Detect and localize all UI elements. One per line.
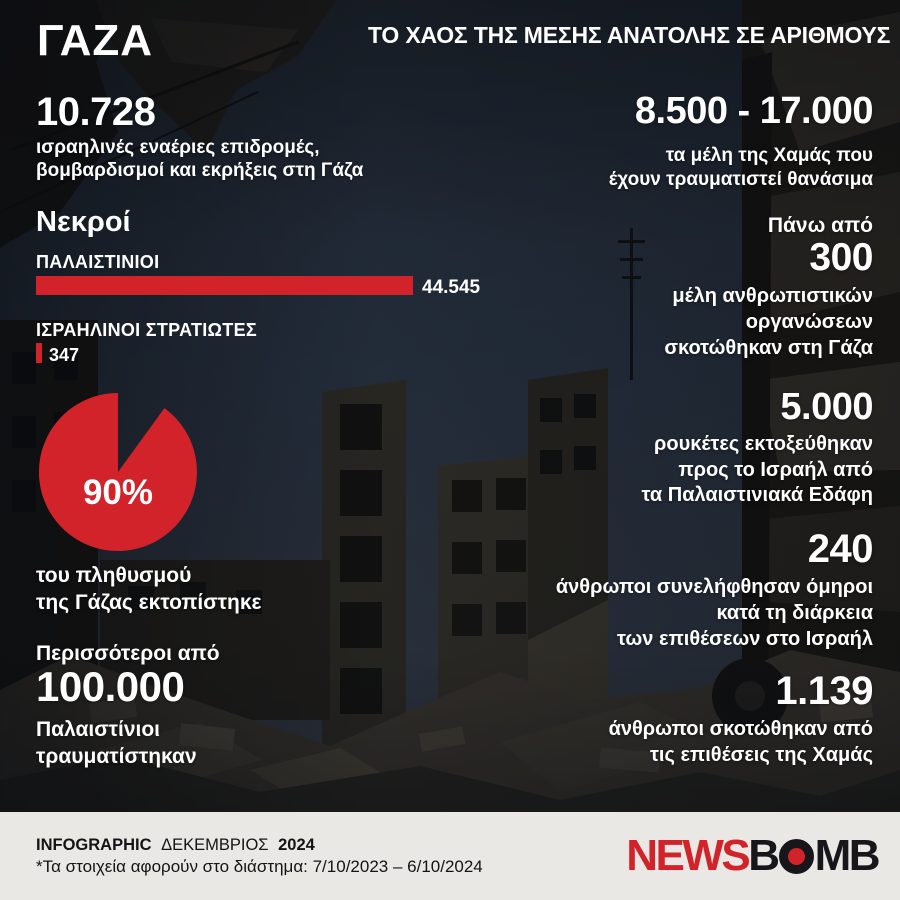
bar-value-palestinians: 44.545 [422, 277, 481, 298]
logo-bomb-o-icon [779, 839, 814, 874]
footer-year: 2024 [278, 836, 315, 854]
stat-airstrikes-value: 10.728 [36, 90, 156, 134]
bar-label-israeli-soldiers: ΙΣΡΑΗΛΙΝΟΙ ΣΤΡΑΤΙΩΤΕΣ [36, 320, 257, 340]
pie-center-label [38, 392, 198, 552]
newsbomb-logo [626, 831, 878, 880]
bar-label-palestinians: ΠΑΛΑΙΣΤΙΝΙΟΙ [36, 252, 160, 272]
pie-caption [36, 562, 262, 616]
caption-line: κατά τη διάρκεια [716, 602, 873, 624]
caption-line: του πληθυσμού [36, 564, 192, 587]
stat-aid-workers-caption [664, 283, 873, 361]
footer-bar [0, 812, 900, 900]
caption-line: τραυματίστηκαν [36, 745, 197, 768]
footer-note: *Τα στοιχεία αφορούν στο διάστημα: 7/10/2023 – 6/10/2024 [36, 857, 483, 876]
caption-line: προς το Ισραήλ από [678, 458, 873, 481]
page-title: ΓΑΖΑ [37, 16, 154, 65]
caption-line: της Γάζας εκτοπίστηκε [36, 591, 262, 614]
logo-b-text: B [748, 831, 778, 880]
deaths-heading: Νεκροί [36, 206, 131, 238]
caption-line: μέλη ανθρωπιστικών [672, 285, 873, 307]
stat-rockets-caption [642, 432, 873, 509]
caption-line: οργανώσεων [745, 311, 873, 333]
stat-rockets-value: 5.000 [780, 386, 873, 428]
stat-hostages-caption [556, 574, 873, 652]
caption-line: σκοτώθηκαν στη Γάζα [664, 337, 873, 359]
stat-injured-caption [36, 716, 197, 770]
caption-line: τα μέλη της Χαμάς που [665, 145, 873, 166]
stat-hostages-value: 240 [807, 527, 873, 571]
logo-news-text: NEWS [626, 831, 749, 880]
caption-line: άνθρωποι συνελήφθησαν όμηροι [555, 576, 873, 598]
footer-infographic-label: INFOGRAPHIC [36, 836, 152, 854]
pie-percent: 90% [82, 473, 154, 512]
caption-line: έχουν τραυματιστεί θανάσιμα [608, 168, 873, 190]
bar-israeli-soldiers [36, 343, 42, 363]
stat-attack-deaths-caption [609, 716, 873, 768]
stat-aid-workers-value: 300 [809, 236, 873, 279]
stat-hamas-casualties-caption [609, 144, 873, 191]
bar-value-israeli-soldiers: 347 [49, 345, 80, 365]
stat-aid-workers-lead: Πάνω από [767, 214, 873, 237]
stat-attack-deaths-value: 1.139 [775, 669, 873, 713]
caption-line: τις επιθέσεις της Χαμάς [650, 744, 873, 766]
caption-line: τα Παλαιστινιακά Εδάφη [641, 484, 873, 506]
caption-line: ισραηλινές εναέριες επιδρομές, [36, 137, 320, 158]
caption-line: άνθρωποι σκοτώθηκαν από [608, 718, 873, 740]
stat-injured-value: 100.000 [36, 663, 185, 710]
caption-line: ρουκέτες εκτοξεύθηκαν [654, 433, 873, 455]
caption-line: των επιθέσεων στο Ισραήλ [617, 628, 873, 650]
footer-infographic-line [36, 836, 315, 855]
caption-line: Παλαιστίνιοι [36, 718, 160, 741]
footer-month: ΔΕΚΕΜΒΡΙΟΣ [161, 836, 269, 854]
bar-palestinians [36, 276, 413, 295]
stat-hamas-casualties-value: 8.500 - 17.000 [634, 90, 873, 132]
logo-mb-text: MB [814, 831, 878, 880]
main-header: ΤΟ ΧΑΟΣ ΤΗΣ ΜΕΣΗΣ ΑΝΑΤΟΛΗΣ ΣΕ ΑΡΙΘΜΟΥΣ [368, 22, 891, 48]
stat-injured-lead: Περισσότεροι από [36, 642, 220, 665]
caption-line: βομβαρδισμοί και εκρήξεις στη Γάζα [36, 160, 364, 181]
stat-airstrikes-caption [36, 136, 363, 182]
